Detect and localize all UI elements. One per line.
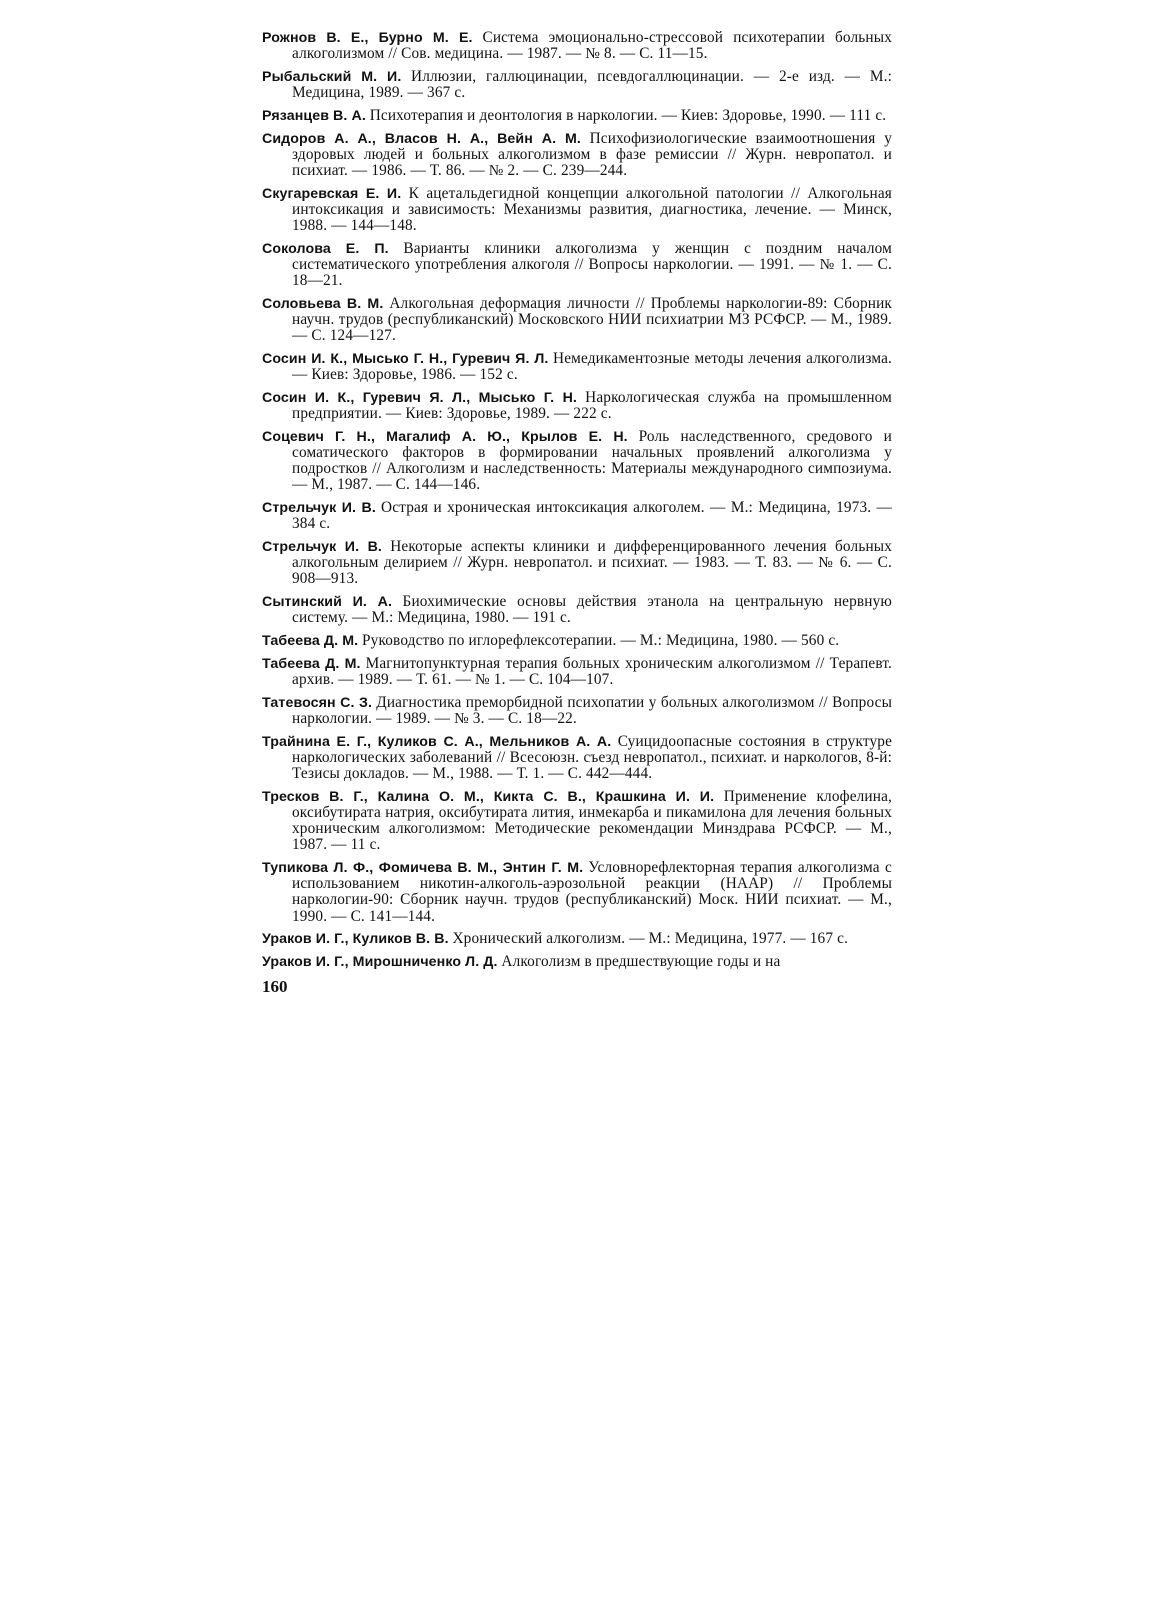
bibliography-entry xyxy=(262,931,892,947)
entry-authors: Табеева Д. М. xyxy=(262,633,359,649)
entry-authors: Соловьева В. М. xyxy=(262,295,384,312)
entry-text: Хронический алкоголизм. — М.: Медицина, 1977. — 167 с. xyxy=(452,930,849,948)
bibliography-entry xyxy=(262,30,892,62)
entry-text: Немедикаментозные методы лечения алкоголизма. — Киев: Здоровье, 1986. — 152 с. xyxy=(292,349,892,384)
entry-authors: Рязанцев В. А. xyxy=(262,107,366,124)
entry-text: Острая и хроническая интоксикация алкоголем. — М.: Медицина, 1973. — 384 с. xyxy=(292,499,892,533)
entry-text: Диагностика преморбидной психопатии у больных алкоголизмом // Вопросы наркологии. — 1989. — № 3. — С. 18—22. xyxy=(292,693,893,727)
bibliography-entry xyxy=(262,108,892,124)
bibliography-entry xyxy=(262,131,892,180)
entry-text: Суицидоопасные состояния в структуре наркологических заболеваний // Всесоюзн. съезд невропатол., психиат. и наркологов, 8-й: Тезисы докладов. — М., 1988. — Т. 1. — С. 442—444. xyxy=(292,732,893,782)
bibliography-entry xyxy=(262,633,892,649)
bibliography-entry xyxy=(262,351,892,383)
entry-authors: Сосин И. К., Гуревич Я. Л., Мысько Г. Н. xyxy=(262,389,577,406)
bibliography-entry xyxy=(262,429,892,494)
entry-authors: Табеева Д. М. xyxy=(262,655,361,672)
entry-text: Алкогольная деформация личности // Проблемы наркологии-89: Сборник научн. трудов (республиканский) Московского НИИ психиатрии МЗ РСФСР. — М., 1989. — С. 124—127. xyxy=(292,294,893,345)
entry-authors: Стрельчук И. В. xyxy=(262,500,376,517)
entry-text: Магнитопунктурная терапия больных хроническим алкоголизмом // Терапевт. архив. — 1989. — Т. 61. — № 1. — С. 104—107. xyxy=(292,654,892,688)
page-number: 160 xyxy=(262,976,288,996)
entry-authors: Стрельчук И. В. xyxy=(262,538,382,555)
bibliography-entry xyxy=(262,860,892,925)
bibliography-entry xyxy=(262,954,892,970)
bibliography-entry xyxy=(262,296,892,345)
bibliography-entry xyxy=(262,69,892,101)
bibliography-entry xyxy=(262,186,892,235)
entry-text: Варианты клиники алкоголизма у женщин с поздним началом систематического употребления алкоголя // Вопросы наркологии. — 1991. — № 1. — С. 18—21. xyxy=(292,239,892,290)
bibliography-entry xyxy=(262,789,892,854)
entry-authors: Ураков И. Г., Мирошниченко Л. Д. xyxy=(262,953,498,970)
bibliography-entry xyxy=(262,594,892,626)
entry-text: Иллюзии, галлюцинации, псевдогаллюцинации. — 2-е изд. — М.: Медицина, 1989. — 367 с. xyxy=(292,67,892,102)
bibliography-list xyxy=(262,30,892,970)
entry-authors: Ураков И. Г., Куликов В. В. xyxy=(262,931,449,948)
entry-authors: Соцевич Г. Н., Магалиф А. Ю., Крылов Е. Н. xyxy=(262,428,628,445)
entry-authors: Соколова Е. П. xyxy=(262,240,389,257)
entry-text: Психофизиологические взаимоотношения у здоровых людей и больных алкоголизмом в фазе ремиссии // Журн. невропатол. и психиат. — 1986. — Т. 86. — № 2. — С. 239—244. xyxy=(292,129,892,179)
bibliography-page xyxy=(262,30,892,997)
entry-authors: Рыбальский М. И. xyxy=(262,68,402,85)
entry-text: Наркологическая служба на промышленном предприятии. — Киев: Здоровье, 1989. — 222 с. xyxy=(292,388,892,423)
entry-text: Алкоголизм в предшествующие годы и на xyxy=(501,952,781,970)
entry-text: Психотерапия и деонтология в наркологии. — Киев: Здоровье, 1990. — 111 с. xyxy=(369,106,887,124)
entry-text: Система эмоционально-стрессовой психотерапии больных алкоголизмом // Сов. медицина. — 1987. — № 8. — С. 11—15. xyxy=(292,29,892,63)
entry-text: Некоторые аспекты клиники и дифференцированного лечения больных алкогольным делирием // Журн. невропатол. и психиат. — 1983. — Т. 83. — № 6. — С. 908—913. xyxy=(292,537,893,588)
entry-authors: Тресков В. Г., Калина О. М., Кикта С. В., Крашкина И. И. xyxy=(262,788,715,805)
bibliography-entry xyxy=(262,734,892,783)
bibliography-entry xyxy=(262,390,892,422)
entry-authors: Рожнов В. Е., Бурно М. Е. xyxy=(262,30,473,46)
entry-text: Применение клофелина, оксибутирата натрия, оксибутирата лития, инмекарба и пикамилона для лечения больных хроническим алкоголизмом: Методические рекомендации Минздрава РСФСР. — М., 1987. — 11 с. xyxy=(292,787,893,854)
entry-authors: Тупикова Л. Ф., Фомичева В. М., Энтин Г. М. xyxy=(262,859,584,876)
bibliography-entry xyxy=(262,539,892,588)
entry-text: К ацетальдегидной концепции алкогольной патологии // Алкогольная интоксикация и зависимость: Механизмы развития, диагностика, лечение. — Минск, 1988. — 144—148. xyxy=(292,184,892,235)
entry-authors: Сидоров А. А., Власов Н. А., Вейн А. М. xyxy=(262,130,581,147)
entry-text: Биохимические основы действия этанола на центральную нервную систему. — М.: Медицина, 1980. — 191 с. xyxy=(292,593,893,627)
entry-authors: Татевосян С. З. xyxy=(262,694,372,711)
entry-authors: Скугаревская Е. И. xyxy=(262,185,402,202)
bibliography-entry xyxy=(262,695,892,727)
entry-text: Роль наследственного, средового и соматического факторов в формировании начальных проявлений алкоголизма у подростков // Алкоголизм и наследственность: Материалы международного симпозиума. — М., 1987. — С. 144—146. xyxy=(292,427,892,494)
entry-text: Условнорефлекторная терапия алкоголизма с использованием никотин-алкоголь-аэрозольной реакции (НААР) // Проблемы наркологии-90: Сборник научн. трудов (республиканский) Моск. НИИ психиат. — М., 1990. — С. 141—144. xyxy=(292,858,892,925)
bibliography-entry xyxy=(262,500,892,532)
entry-authors: Сытинский И. А. xyxy=(262,594,393,611)
bibliography-entry xyxy=(262,241,892,290)
entry-authors: Трайнина Е. Г., Куликов С. А., Мельников А. А. xyxy=(262,733,612,750)
entry-text: Руководство по иглорефлексотерапии. — М.: Медицина, 1980. — 560 с. xyxy=(362,632,840,649)
bibliography-entry xyxy=(262,656,892,688)
entry-authors: Сосин И. К., Мысько Г. Н., Гуревич Я. Л. xyxy=(262,350,549,367)
